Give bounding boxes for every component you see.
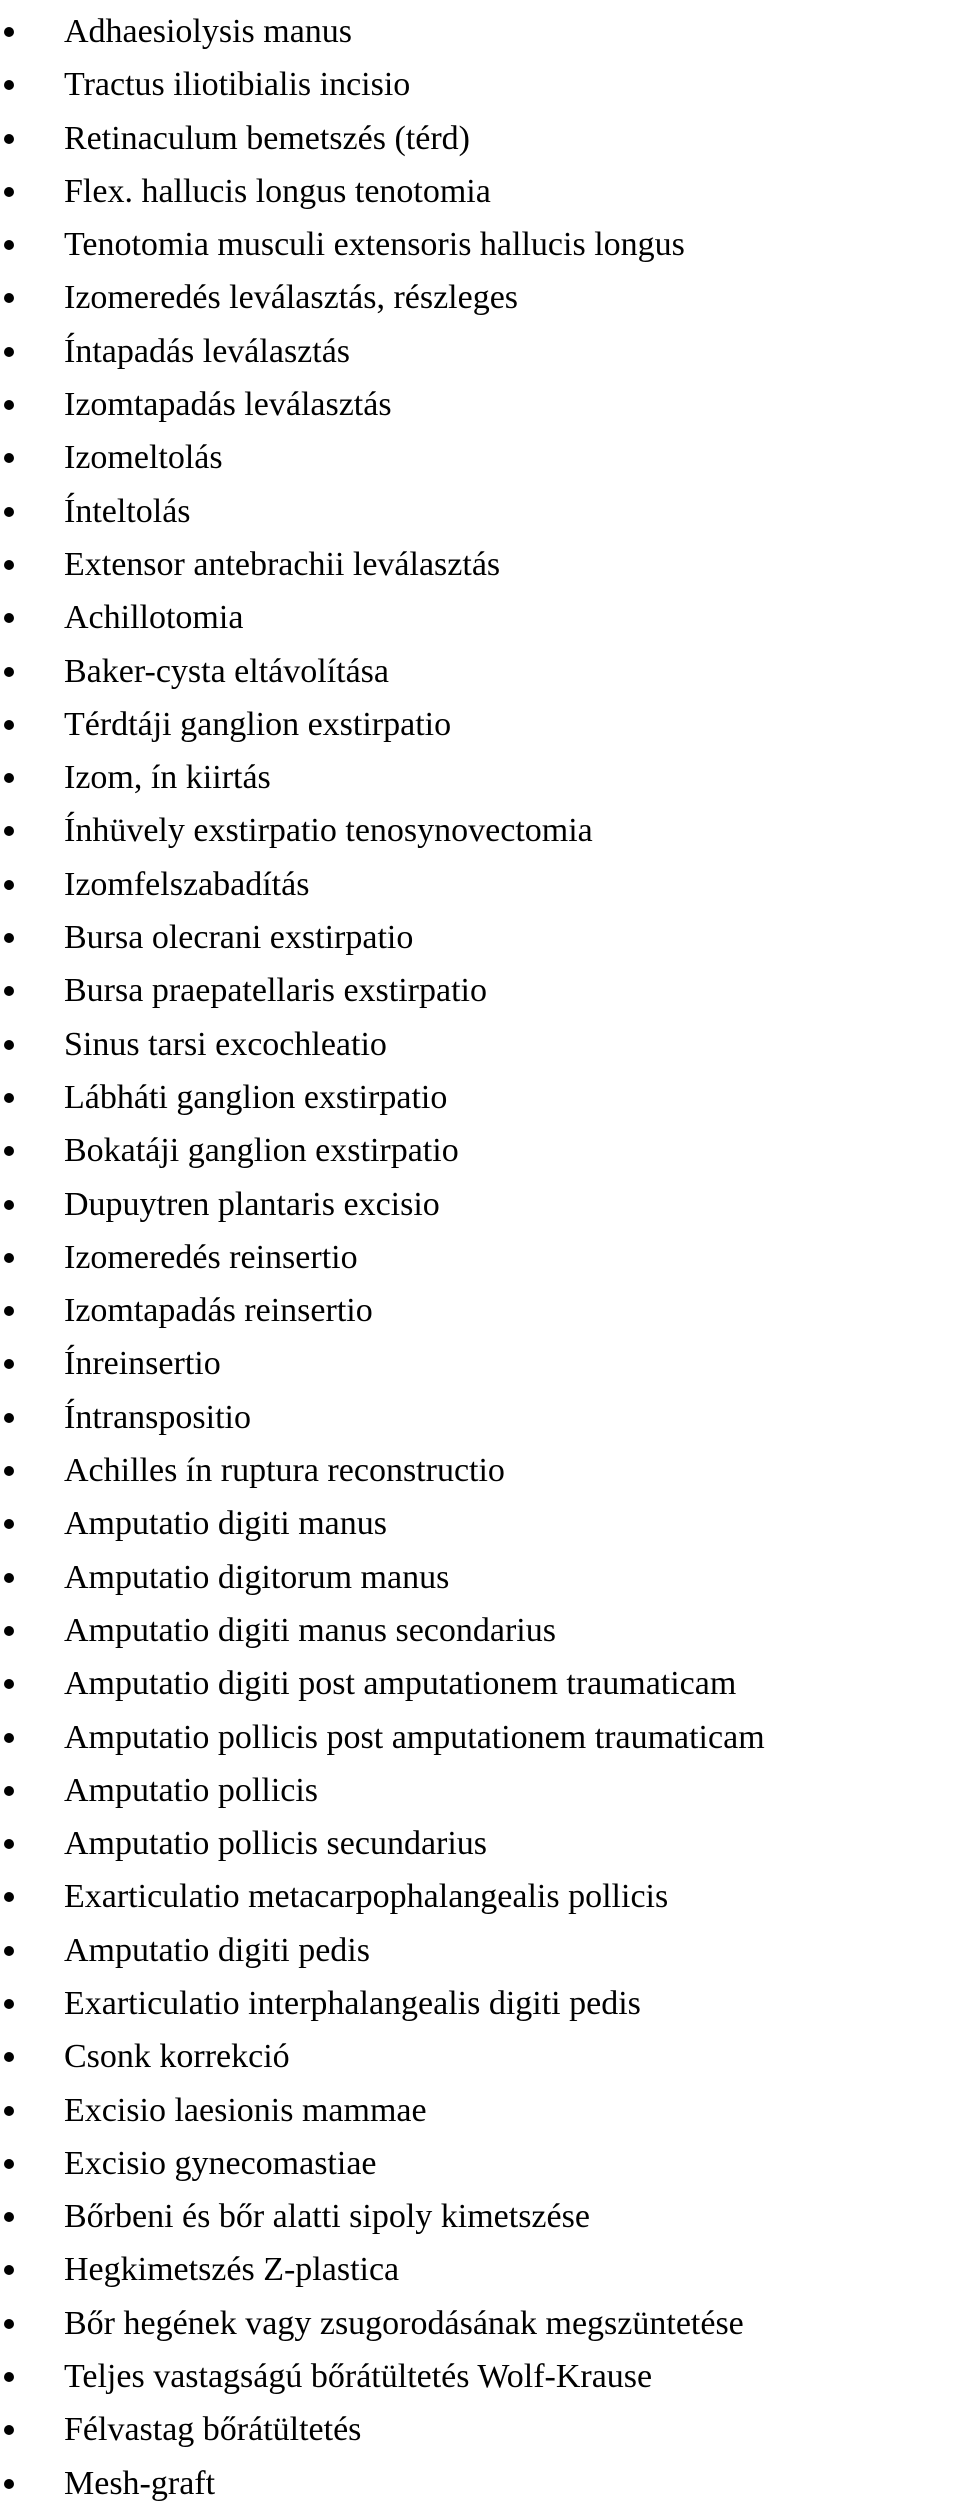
list-item xyxy=(0,1444,960,1497)
list-item-text: Íntapadás leválasztás xyxy=(64,332,351,370)
list-item-text: Retinaculum bemetszés (térd) xyxy=(64,119,470,157)
bullet-icon xyxy=(4,80,14,90)
list-item-text: Izomeredés reinsertio xyxy=(64,1238,358,1276)
list-item-text: Exarticulatio metacarpophalangealis pollicis xyxy=(64,1878,669,1916)
bullet-icon xyxy=(4,1679,14,1689)
list-item xyxy=(0,1497,960,1550)
list-item-text: Achilles ín ruptura reconstructio xyxy=(64,1452,505,1490)
bullet-icon xyxy=(4,1466,14,1476)
list-item-text: Izom, ín kiirtás xyxy=(64,759,271,797)
bullet-icon xyxy=(4,1892,14,1902)
list-item xyxy=(0,1284,960,1337)
bullet-icon xyxy=(4,507,14,517)
list-item-text: Adhaesiolysis manus xyxy=(64,13,353,50)
list-item xyxy=(0,1817,960,1870)
bullet-icon xyxy=(4,453,14,463)
bullet-icon xyxy=(4,1040,14,1050)
list-item-text: Íntranspositio xyxy=(64,1398,251,1436)
list-item xyxy=(0,2457,960,2510)
list-item xyxy=(0,325,960,378)
list-item-text: Teljes vastagságú bőrátültetés Wolf-Krause xyxy=(64,2358,653,2396)
list-item-text: Excisio laesionis mammae xyxy=(64,2091,427,2129)
bullet-icon xyxy=(4,1733,14,1743)
bullet-icon xyxy=(4,400,14,410)
list-item-text: Amputatio pollicis xyxy=(64,1771,319,1809)
bullet-icon xyxy=(4,1253,14,1263)
list-item-text: Amputatio pollicis secundarius xyxy=(64,1825,488,1863)
list-item-text: Bőr hegének vagy zsugorodásának megszüntetése xyxy=(64,2304,744,2342)
list-item xyxy=(0,2403,960,2456)
list-item-text: Ínteltolás xyxy=(64,492,191,530)
bullet-icon xyxy=(4,1306,14,1316)
bullet-icon xyxy=(4,826,14,836)
list-item xyxy=(0,858,960,911)
list-item xyxy=(0,1657,960,1710)
list-item xyxy=(0,538,960,591)
list-item xyxy=(0,58,960,111)
bullet-icon xyxy=(4,1573,14,1583)
list-item-text: Izomtapadás leválasztás xyxy=(64,386,392,424)
bullet-icon xyxy=(4,773,14,783)
bullet-icon xyxy=(4,2319,14,2329)
list-item xyxy=(0,431,960,484)
bullet-icon xyxy=(4,1999,14,2009)
list-item-text: Ínhüvely exstirpatio tenosynovectomia xyxy=(64,812,593,850)
list-item-text: Tenotomia musculi extensoris hallucis longus xyxy=(64,226,685,264)
bullet-icon xyxy=(4,1786,14,1796)
list-item xyxy=(0,2190,960,2243)
list-item-text: Lábháti ganglion exstirpatio xyxy=(64,1078,448,1116)
list-item xyxy=(0,378,960,431)
list-item-text: Achillotomia xyxy=(64,599,244,637)
list-item xyxy=(0,218,960,271)
list-item xyxy=(0,1924,960,1977)
list-item-text: Amputatio digiti manus xyxy=(64,1505,387,1543)
bullet-icon xyxy=(4,293,14,303)
document-page xyxy=(0,5,960,2510)
list-item xyxy=(0,2137,960,2190)
bullet-icon xyxy=(4,134,14,144)
bullet-icon xyxy=(4,986,14,996)
bullet-icon xyxy=(4,2265,14,2275)
list-item xyxy=(0,2350,960,2403)
list-item xyxy=(0,1870,960,1923)
list-item-text: Extensor antebrachii leválasztás xyxy=(64,545,501,583)
list-item xyxy=(0,751,960,804)
list-item xyxy=(0,911,960,964)
list-item xyxy=(0,271,960,324)
list-item xyxy=(0,165,960,218)
list-item-text: Amputatio digiti manus secondarius xyxy=(64,1611,556,1649)
list-item-text: Izomeredés leválasztás, részleges xyxy=(64,279,519,317)
list-item xyxy=(0,2243,960,2296)
list-item-text: Sinus tarsi excochleatio xyxy=(64,1025,387,1063)
list-item xyxy=(0,1231,960,1284)
list-item xyxy=(0,698,960,751)
list-item xyxy=(0,2084,960,2137)
bullet-icon xyxy=(4,880,14,890)
list-item xyxy=(0,485,960,538)
list-item-text: Tractus iliotibialis incisio xyxy=(64,66,411,104)
list-item xyxy=(0,1391,960,1444)
bullet-icon xyxy=(4,1519,14,1529)
bullet-icon xyxy=(4,27,14,37)
list-item-text: Izomfelszabadítás xyxy=(64,865,310,903)
list-item xyxy=(0,112,960,165)
list-item xyxy=(0,964,960,1017)
bullet-icon xyxy=(4,2106,14,2116)
list-item-text: Bursa praepatellaris exstirpatio xyxy=(64,972,487,1010)
list-item xyxy=(0,2030,960,2083)
bullet-icon xyxy=(4,1946,14,1956)
bullet-icon xyxy=(4,240,14,250)
list-item-text: Félvastag bőrátültetés xyxy=(64,2411,362,2449)
bullet-icon xyxy=(4,1146,14,1156)
bullet-icon xyxy=(4,187,14,197)
list-item-text: Baker-cysta eltávolítása xyxy=(64,652,390,690)
list-item-text: Amputatio digiti post amputationem traumaticam xyxy=(64,1665,737,1703)
bullet-icon xyxy=(4,1200,14,1210)
bullet-icon xyxy=(4,347,14,357)
bullet-icon xyxy=(4,720,14,730)
list-item-text: Dupuytren plantaris excisio xyxy=(64,1185,440,1223)
bullet-icon xyxy=(4,933,14,943)
list-item-text: Amputatio digitorum manus xyxy=(64,1558,450,1596)
list-item-text: Bursa olecrani exstirpatio xyxy=(64,919,414,957)
bullet-icon xyxy=(4,613,14,623)
list-item-text: Flex. hallucis longus tenotomia xyxy=(64,172,491,210)
bullet-icon xyxy=(4,2479,14,2489)
list-item xyxy=(0,2297,960,2350)
list-item-text: Exarticulatio interphalangealis digiti pedis xyxy=(64,1984,641,2022)
list-item-text: Amputatio pollicis post amputationem traumaticam xyxy=(64,1718,765,1756)
list-item-text: Hegkimetszés Z-plastica xyxy=(64,2251,400,2289)
list-item-text: Bőrbeni és bőr alatti sipoly kimetszése xyxy=(64,2198,590,2236)
list-item xyxy=(0,1604,960,1657)
bullet-icon xyxy=(4,1626,14,1636)
list-item xyxy=(0,1764,960,1817)
list-item xyxy=(0,804,960,857)
list-item-text: Izomtapadás reinsertio xyxy=(64,1292,373,1330)
bullet-icon xyxy=(4,2212,14,2222)
list-item xyxy=(0,1711,960,1764)
list-item-text: Ínreinsertio xyxy=(64,1345,221,1383)
bullet-icon xyxy=(4,1839,14,1849)
bullet-icon xyxy=(4,2372,14,2382)
list-item-text: Amputatio digiti pedis xyxy=(64,1931,370,1969)
list-item xyxy=(0,1551,960,1604)
list-item xyxy=(0,1071,960,1124)
list-item xyxy=(0,1124,960,1177)
list-item xyxy=(0,5,960,58)
list-item xyxy=(0,1977,960,2030)
list-item-text: Térdtáji ganglion exstirpatio xyxy=(64,705,452,743)
list-item-text: Izomeltolás xyxy=(64,439,223,477)
bullet-icon xyxy=(4,560,14,570)
procedure-list xyxy=(0,5,960,2510)
bullet-icon xyxy=(4,2425,14,2435)
bullet-icon xyxy=(4,2159,14,2169)
list-item xyxy=(0,591,960,644)
bullet-icon xyxy=(4,1359,14,1369)
bullet-icon xyxy=(4,667,14,677)
bullet-icon xyxy=(4,1093,14,1103)
list-item-text: Mesh-graft xyxy=(64,2464,216,2502)
list-item xyxy=(0,1178,960,1231)
list-item-text: Csonk korrekció xyxy=(64,2038,290,2076)
bullet-icon xyxy=(4,1413,14,1423)
list-item-text: Bokatáji ganglion exstirpatio xyxy=(64,1132,459,1170)
list-item xyxy=(0,645,960,698)
list-item xyxy=(0,1018,960,1071)
list-item xyxy=(0,1337,960,1390)
bullet-icon xyxy=(4,2052,14,2062)
list-item-text: Excisio gynecomastiae xyxy=(64,2144,377,2182)
